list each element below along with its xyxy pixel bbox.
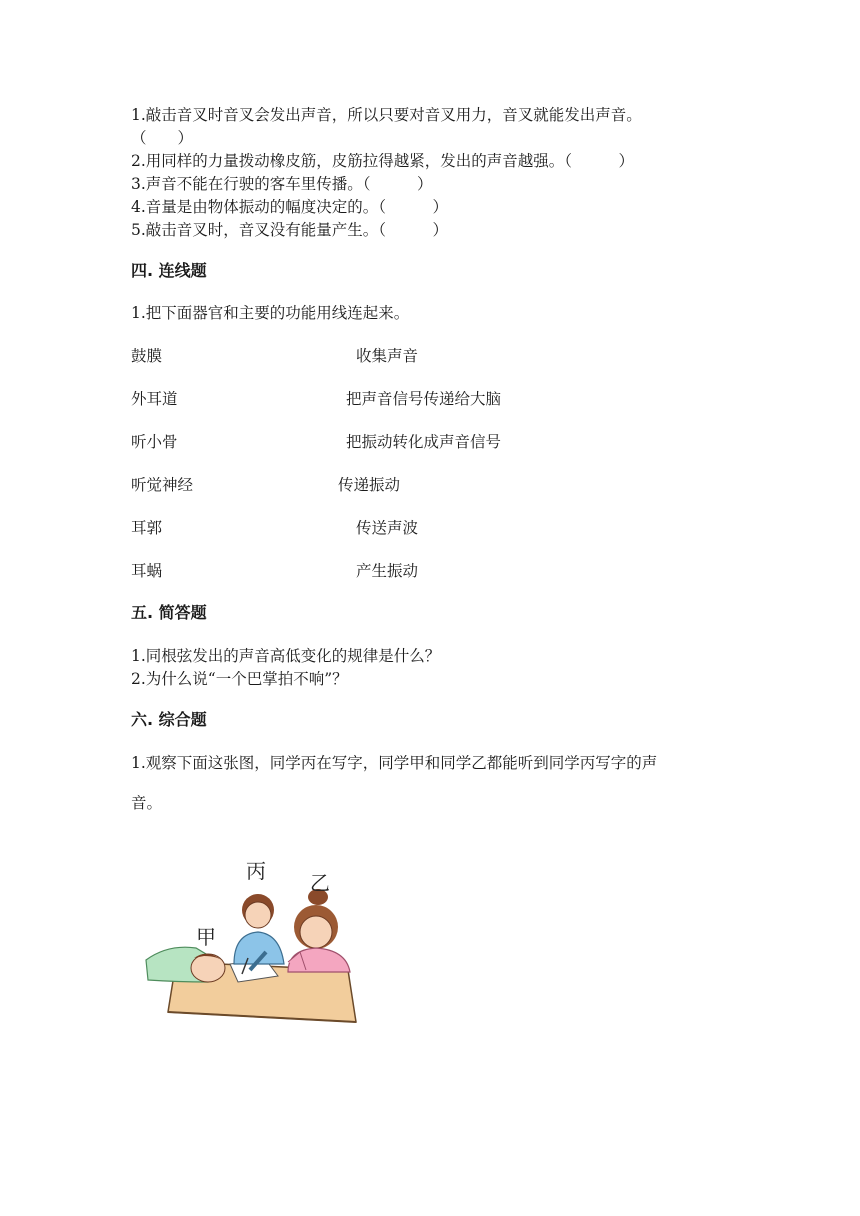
judgement-item-1-bracket: （ ） <box>131 129 194 147</box>
function-item[interactable]: 把声音信号传递给大脑 <box>346 390 502 408</box>
figure-label: 乙 <box>310 871 330 895</box>
section-6-title: 六. 综合题 <box>131 710 207 729</box>
organ-item[interactable]: 耳郭 <box>131 519 163 537</box>
figure-label: 丙 <box>246 859 266 883</box>
short-answer-item-2: 2.为什么说“一个巴掌拍不响”？ <box>131 670 348 688</box>
figure-label: 甲 <box>196 925 216 949</box>
students-writing-illustration <box>138 852 363 1030</box>
judgement-item-3: 3.声音不能在行驶的客车里传播。（ ） <box>131 175 433 193</box>
function-item[interactable]: 传送声波 <box>356 519 419 537</box>
section-4-title: 四. 连线题 <box>131 261 207 280</box>
organ-item[interactable]: 外耳道 <box>131 390 178 408</box>
section-5-title: 五. 简答题 <box>131 603 207 622</box>
judgement-item-5: 5.敲击音叉时，音叉没有能量产生。（ ） <box>131 221 449 239</box>
short-answer-item-1: 1.同根弦发出的声音高低变化的规律是什么？ <box>131 647 441 665</box>
judgement-item-4: 4.音量是由物体振动的幅度决定的。（ ） <box>131 198 449 216</box>
judgement-item-1: 1.敲击音叉时音叉会发出声音，所以只要对音叉用力，音叉就能发出声音。 <box>131 106 642 124</box>
function-item[interactable]: 传递振动 <box>338 476 401 494</box>
function-item[interactable]: 把振动转化成声音信号 <box>346 433 502 451</box>
function-item[interactable]: 收集声音 <box>356 347 419 365</box>
judgement-item-2: 2.用同样的力量拨动橡皮筋，皮筋拉得越紧，发出的声音越强。（ ） <box>131 152 635 170</box>
organ-item[interactable]: 耳蜗 <box>131 562 163 580</box>
comprehensive-question-line-2: 音。 <box>131 794 163 812</box>
function-item[interactable]: 产生振动 <box>356 562 419 580</box>
comprehensive-question-line-1: 1.观察下面这张图，同学丙在写字，同学甲和同学乙都能听到同学丙写字的声 <box>131 754 658 772</box>
matching-question: 1.把下面器官和主要的功能用线连起来。 <box>131 304 410 322</box>
organ-item[interactable]: 听小骨 <box>131 433 178 451</box>
organ-item[interactable]: 鼓膜 <box>131 347 163 365</box>
organ-item[interactable]: 听觉神经 <box>131 476 194 494</box>
